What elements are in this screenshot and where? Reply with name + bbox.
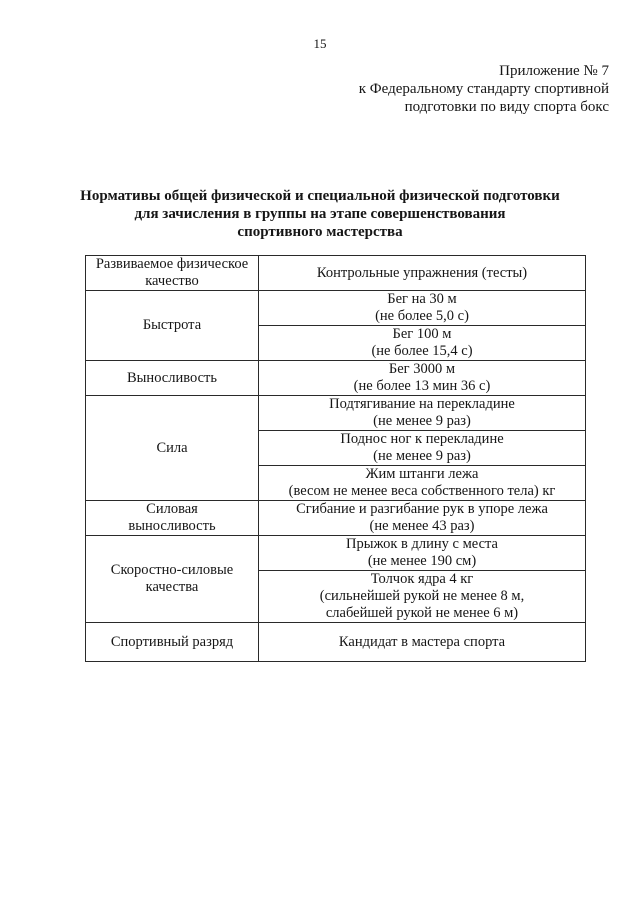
- appendix-line: Приложение № 7: [499, 63, 609, 79]
- table-header-row: [86, 256, 586, 291]
- test-text: (не более 15,4 с): [371, 343, 473, 359]
- appendix-header: [359, 62, 609, 116]
- test-text: (не более 5,0 с): [375, 308, 469, 324]
- test-text: Сгибание и разгибание рук в упоре лежа: [296, 501, 548, 517]
- test-text: Толчок ядра 4 кг: [370, 571, 474, 587]
- test-text: Кандидат в мастера спорта: [338, 633, 506, 650]
- test-text: (не менее 190 см): [367, 553, 477, 569]
- test-text: Подтягивание на перекладине: [329, 396, 515, 412]
- quality-text: Спортивный разряд: [110, 633, 234, 650]
- quality-text: Быстрота: [142, 317, 202, 333]
- norms-table: [85, 255, 586, 662]
- quality-text: Скоростно-силовые: [110, 562, 234, 578]
- quality-text: Сила: [156, 439, 188, 456]
- test-cell: [259, 571, 586, 623]
- header-quality-text: качество: [145, 273, 199, 289]
- test-cell: [259, 431, 586, 466]
- test-cell: [259, 536, 586, 571]
- header-quality-cell: [86, 256, 259, 291]
- test-cell: [259, 291, 586, 326]
- test-text: (сильнейшей рукой не менее 8 м,: [319, 588, 525, 604]
- quality-cell: [86, 536, 259, 623]
- table-row: [86, 501, 586, 536]
- quality-text: качества: [145, 579, 199, 595]
- test-cell: [259, 623, 586, 662]
- header-quality-text: Развиваемое физическое: [95, 256, 249, 272]
- quality-text: Выносливость: [127, 369, 217, 386]
- table-row: [86, 396, 586, 431]
- header-tests-text: Контрольные упражнения (тесты): [316, 264, 528, 281]
- quality-text: выносливость: [128, 518, 216, 534]
- test-cell: [259, 361, 586, 396]
- test-text: (весом не менее веса собственного тела) кг: [288, 483, 556, 499]
- test-text: (не менее 9 раз): [373, 448, 471, 464]
- title-line: спортивного мастерства: [237, 224, 403, 240]
- quality-cell: [86, 396, 259, 501]
- test-text: Бег 100 м: [392, 326, 452, 342]
- test-text: (не более 13 мин 36 с): [353, 378, 491, 394]
- test-text: (не менее 9 раз): [373, 413, 471, 429]
- test-text: Бег на 30 м: [387, 291, 457, 307]
- test-text: Прыжок в длину с места: [346, 536, 498, 552]
- table-row: [86, 536, 586, 571]
- test-text: слабейшей рукой не менее 6 м): [325, 605, 519, 621]
- test-text: Поднос ног к перекладине: [340, 431, 504, 447]
- appendix-line: подготовки по виду спорта бокс: [404, 99, 609, 115]
- quality-cell: [86, 291, 259, 361]
- table-row: [86, 361, 586, 396]
- title-line: для зачисления в группы на этапе совершенствования: [134, 206, 506, 222]
- test-text: (не менее 43 раз): [369, 518, 475, 534]
- page-number: 15: [313, 36, 327, 51]
- header-tests-cell: [259, 256, 586, 291]
- title-line: Нормативы общей физической и специальной физической подготовки: [80, 188, 560, 204]
- test-text: Бег 3000 м: [388, 361, 456, 377]
- test-text: Жим штанги лежа: [365, 466, 479, 482]
- quality-cell: [86, 501, 259, 536]
- document-title: [0, 187, 640, 241]
- test-cell: [259, 466, 586, 501]
- test-cell: [259, 501, 586, 536]
- appendix-line: к Федеральному стандарту спортивной: [358, 81, 609, 97]
- quality-cell: [86, 361, 259, 396]
- test-cell: [259, 396, 586, 431]
- quality-cell: [86, 623, 259, 662]
- table-row: [86, 291, 586, 326]
- test-cell: [259, 326, 586, 361]
- quality-text: Силовая: [146, 501, 198, 517]
- table-row: [86, 623, 586, 662]
